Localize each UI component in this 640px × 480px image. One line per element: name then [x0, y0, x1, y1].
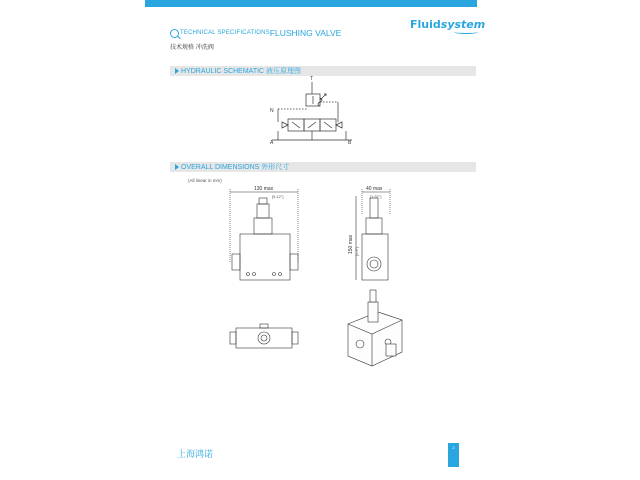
top-view-drawing — [226, 322, 306, 354]
footer-company-name: 上海鸿诺 — [177, 450, 214, 460]
side-view-drawing — [346, 184, 396, 284]
page-number: 2 — [452, 445, 455, 450]
page-number-box — [448, 443, 459, 467]
port-b-label: B — [348, 140, 352, 146]
section-heading-dimensions — [175, 162, 289, 172]
logo-swoosh — [454, 30, 478, 34]
unit-note: (All linear in mm) — [188, 178, 222, 183]
hydraulic-schematic — [268, 74, 358, 150]
magnifier-icon — [170, 29, 179, 38]
page-title — [170, 27, 341, 39]
height-dim-sub: [5.9"] — [354, 246, 359, 256]
port-a-label: A — [270, 140, 274, 146]
title-large: FLUSHING VALVE — [269, 28, 342, 38]
port-n-label: N — [270, 108, 274, 114]
top-accent-bar — [145, 0, 477, 7]
depth-dim-label: 40 max — [366, 186, 383, 192]
logo-text-b: system — [440, 18, 486, 31]
port-t-label: T — [310, 76, 314, 82]
width-dim-sub: [5.12"] — [272, 194, 284, 199]
triangle-icon — [175, 164, 179, 170]
section-label-dimensions: OVERALL DIMENSIONS 外形尺寸 — [181, 164, 290, 171]
depth-dim-sub: [1.57"] — [370, 194, 382, 199]
brand-logo — [410, 18, 485, 31]
subtitle-cn: 技术规格 冲洗阀 — [170, 44, 214, 51]
front-view-drawing — [224, 184, 304, 284]
section-label-hydraulic: HYDRAULIC SCHEMATIC 液压原理图 — [181, 68, 302, 75]
height-dim-label: 150 max — [348, 234, 354, 254]
width-dim-label: 130 max — [254, 186, 274, 192]
triangle-icon — [175, 68, 179, 74]
logo-text-a: Fluid — [410, 18, 441, 31]
title-small: TECHNICAL SPECIFICATIONS — [180, 30, 270, 36]
isometric-view-drawing — [342, 284, 412, 374]
